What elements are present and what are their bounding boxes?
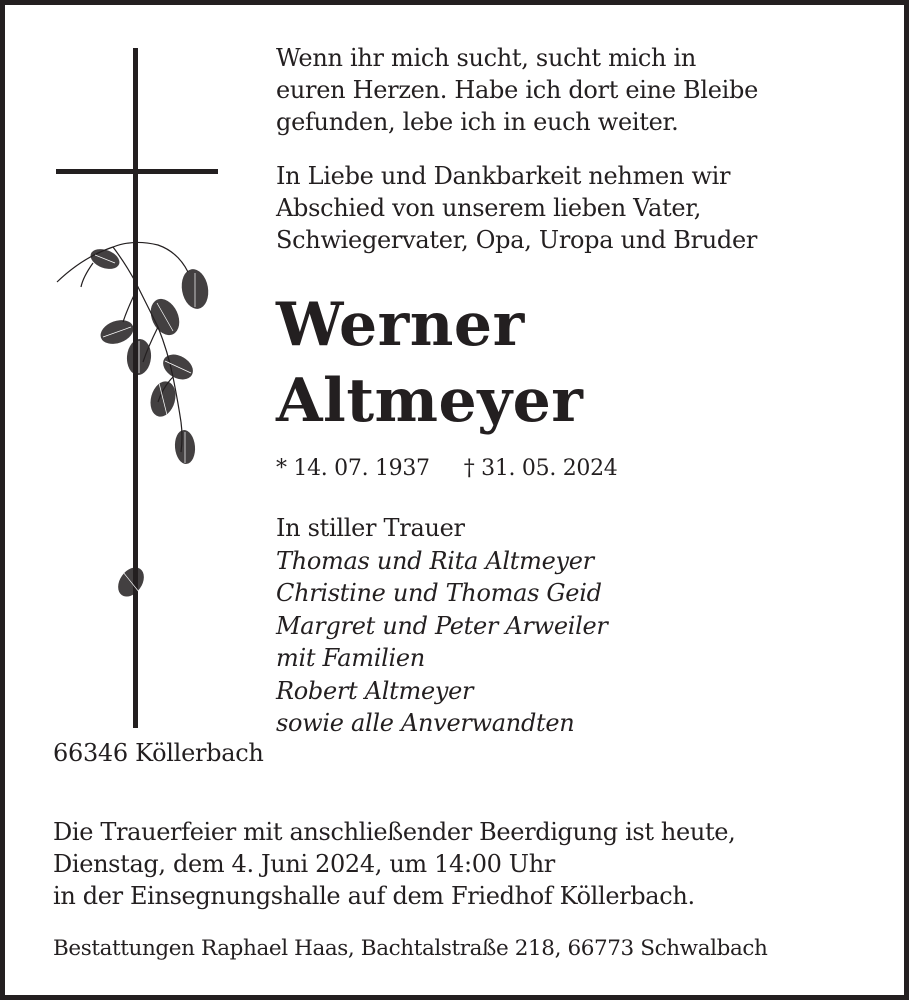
deceased-name — [276, 287, 583, 439]
mourner: Christine und Thomas Geid — [276, 579, 602, 607]
residence: 66346 Köllerbach — [53, 739, 264, 767]
life-dates — [276, 455, 652, 483]
farewell-intro — [276, 160, 757, 256]
quote-line: Wenn ihr mich sucht, sucht mich in — [276, 44, 697, 72]
mourner: mit Familien — [276, 644, 425, 672]
death-date: † 31. 05. 2024 — [463, 456, 618, 481]
memorial-quote — [276, 42, 758, 138]
funeral-line: Dienstag, dem 4. Juni 2024, um 14:00 Uhr — [53, 850, 555, 878]
last-name: Altmeyer — [276, 366, 584, 436]
mourners-heading: In stiller Trauer — [276, 514, 465, 542]
intro-line: Schwiegervater, Opa, Uropa und Bruder — [276, 226, 758, 254]
intro-line: In Liebe und Dankbarkeit nehmen wir — [276, 162, 731, 190]
cross-bar-icon — [56, 169, 218, 174]
first-name: Werner — [276, 290, 525, 360]
mourner: Margret und Peter Arweiler — [276, 611, 608, 640]
mourner: Robert Altmeyer — [276, 676, 474, 705]
quote-line: gefunden, lebe ich in euch weiter. — [276, 108, 679, 136]
undertaker-info: Bestattungen Raphael Haas, Bachtalstraße 218, 66773 Schwalbach — [53, 936, 768, 961]
intro-line: Abschied von unserem lieben Vater, — [276, 194, 702, 222]
funeral-line: Die Trauerfeier mit anschließender Beerdigung ist heute, — [53, 818, 736, 846]
birth-date: * 14. 07. 1937 — [276, 456, 430, 481]
mourner: sowie alle Anverwandten — [276, 709, 575, 737]
mourners-list — [276, 512, 608, 740]
quote-line: euren Herzen. Habe ich dort eine Bleibe — [276, 76, 759, 104]
funeral-line: in der Einsegnungshalle auf dem Friedhof Köllerbach. — [53, 882, 695, 910]
birch-branch-icon — [53, 227, 223, 607]
mourner: Thomas und Rita Altmeyer — [276, 546, 594, 575]
funeral-details — [53, 816, 735, 912]
